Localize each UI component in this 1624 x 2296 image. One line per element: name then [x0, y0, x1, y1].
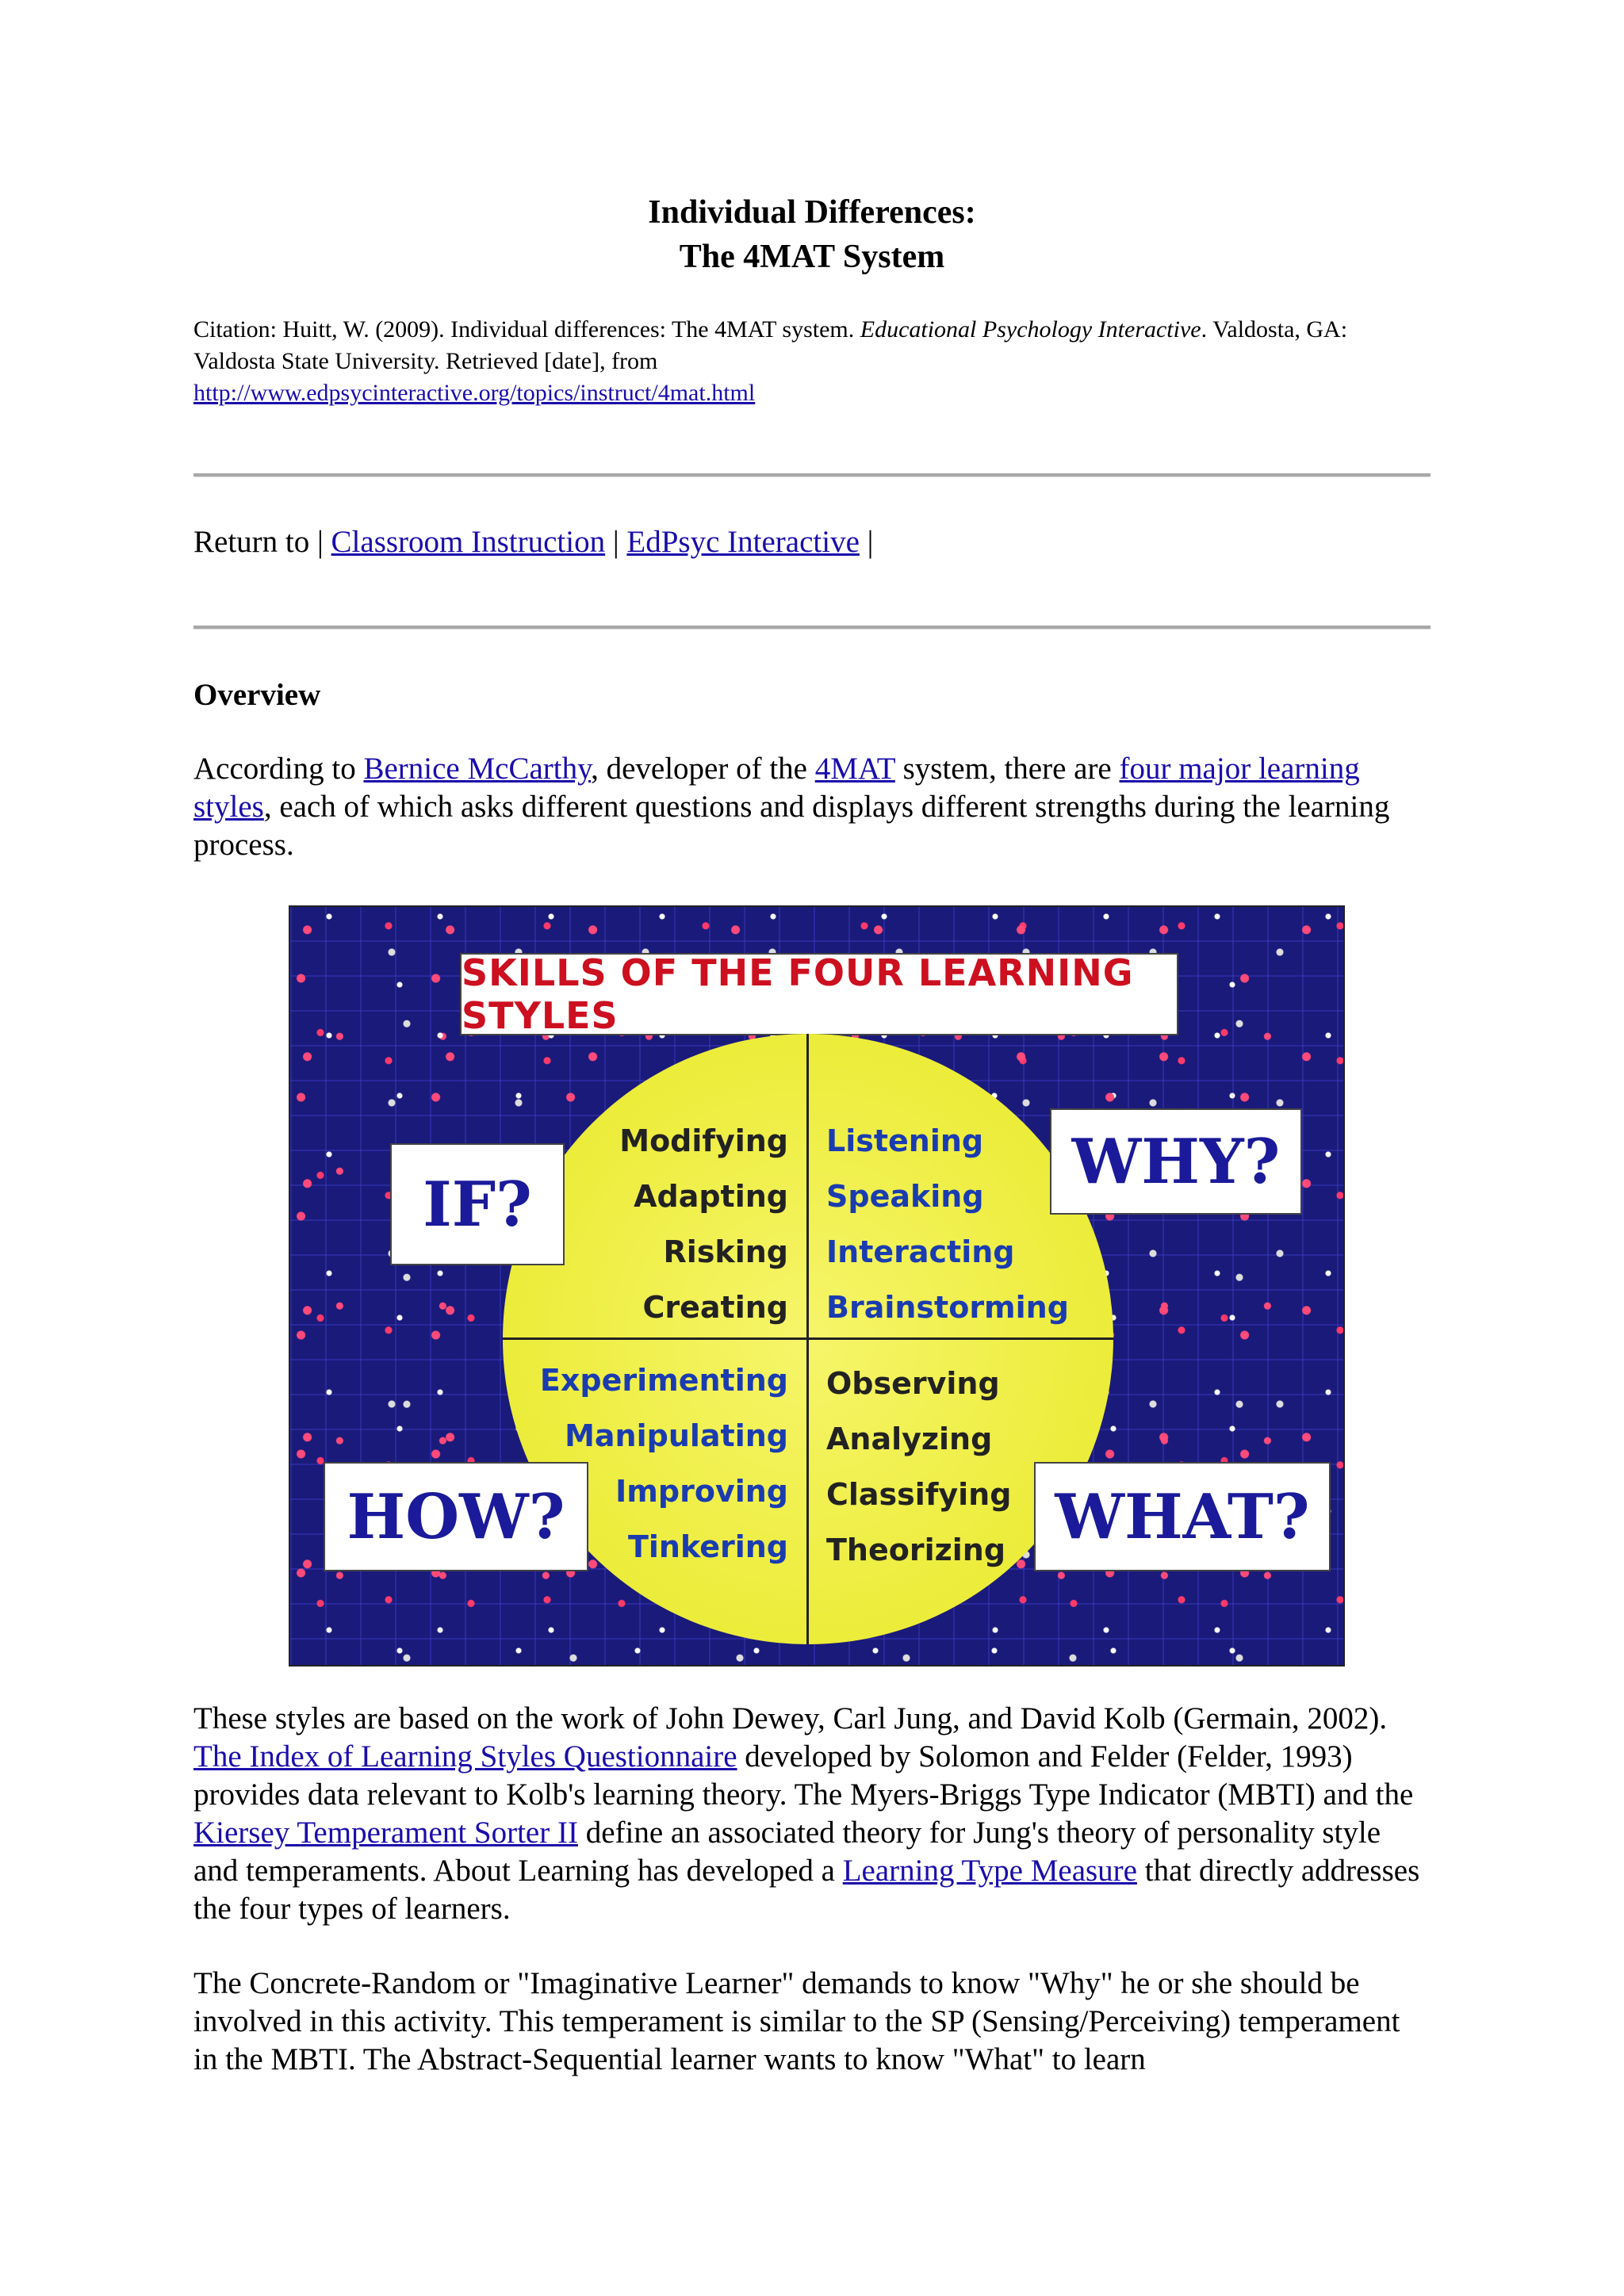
skill-item: Creating: [642, 1290, 788, 1325]
citation-suffix: . Valdosta, GA: Valdosta State University. Retrieved [date], from: [193, 316, 1348, 374]
edpsyc-interactive-link[interactable]: EdPsyc Interactive: [626, 525, 860, 559]
title-line-1: Individual Differences:: [648, 194, 976, 231]
4mat-link[interactable]: 4MAT: [814, 752, 895, 786]
skill-item: Analyzing: [826, 1422, 993, 1456]
kiersey-temperament-sorter-link[interactable]: Kiersey Temperament Sorter II: [193, 1816, 578, 1850]
skill-item: Experimenting: [539, 1363, 788, 1398]
overview-paragraph: [193, 750, 1431, 864]
p1-text-4: , each of which asks different questions and displays different strengths during the learning process.: [193, 790, 1390, 862]
quadrant-bottom-right: [826, 1356, 1011, 1578]
skill-item: Classifying: [826, 1477, 1012, 1512]
p2-text-1: These styles are based on the work of John Dewey, Carl Jung, and David Kolb (Germain, 2002).: [193, 1701, 1388, 1735]
return-nav: [193, 522, 1431, 563]
p1-text-2: , developer of the: [591, 752, 815, 786]
label-how: HOW?: [324, 1462, 588, 1571]
skill-item: Interacting: [826, 1234, 1015, 1269]
p2-text-2: developed by Solomon and Felder (Felder, 1993) provides data relevant to Kolb's learning theory. The Myers-Briggs Type Indicator (MBTI) and the: [193, 1739, 1414, 1812]
p1-text-3: system, there are: [894, 752, 1120, 786]
nav-prefix: Return to |: [193, 525, 331, 559]
label-if: IF?: [390, 1143, 565, 1265]
four-major-learning-styles-link[interactable]: four major learning styles: [193, 752, 1360, 824]
citation-prefix: Citation: Huitt, W. (2009). Individual differences: The 4MAT system.: [193, 316, 860, 342]
learning-styles-figure: [289, 905, 1345, 1667]
title-line-2: The 4MAT System: [679, 239, 945, 275]
citation: [193, 314, 1431, 409]
nav-separator: |: [605, 525, 627, 559]
skill-item: Theorizing: [826, 1533, 1006, 1567]
skill-item: Risking: [663, 1234, 788, 1269]
skill-item: Brainstorming: [826, 1290, 1069, 1325]
index-of-learning-styles-link[interactable]: The Index of Learning Styles Questionnaire: [193, 1739, 737, 1774]
classroom-instruction-link[interactable]: Classroom Instruction: [331, 525, 606, 559]
circle-horizontal-divider: [503, 1337, 1113, 1340]
bernice-mccarthy-link[interactable]: Bernice McCarthy: [363, 752, 592, 786]
p1-text-1: According to: [193, 752, 364, 786]
skill-item: Improving: [615, 1474, 788, 1509]
overview-heading: Overview: [193, 678, 321, 712]
divider-bottom: [193, 626, 1431, 629]
skill-item: Adapting: [634, 1179, 788, 1214]
learning-type-measure-link[interactable]: Learning Type Measure: [842, 1854, 1137, 1888]
skill-item: Modifying: [619, 1123, 788, 1158]
skill-item: Speaking: [826, 1179, 984, 1214]
label-why: WHY?: [1050, 1108, 1302, 1215]
skill-item: Tinkering: [627, 1529, 788, 1564]
p2-text-3: define an associated theory for Jung's theory of personality style and temperaments. About Learning has developed a: [193, 1816, 1381, 1888]
label-what: WHAT?: [1034, 1462, 1331, 1571]
citation-url-link[interactable]: http://www.edpsycinteractive.org/topics/instruct/4mat.html: [193, 380, 756, 406]
learner-types-paragraph: The Concrete-Random or "Imaginative Learner" demands to know "Why" he or she should be involved in this activity. This temperament is similar to the SP (Sensing/Perceiving) temperament in the MBTI. The Abstract-Sequential learner wants to know "What" to learn: [193, 1966, 1400, 2076]
p2-text-4: that directly addresses the four types of learners.: [193, 1854, 1420, 1926]
figure-banner: SKILLS OF THE FOUR LEARNING STYLES: [460, 953, 1178, 1035]
nav-suffix: |: [859, 525, 874, 559]
quadrant-top-left: [619, 1113, 788, 1335]
quadrant-top-right: [826, 1113, 1069, 1335]
divider-top: [193, 473, 1431, 477]
figure-circle: [503, 1034, 1113, 1644]
page-title: [193, 190, 1431, 279]
citation-journal: Educational Psychology Interactive: [860, 316, 1201, 342]
skill-item: Listening: [826, 1123, 984, 1158]
skill-item: Observing: [826, 1366, 1000, 1401]
styles-basis-paragraph: [193, 1700, 1431, 1928]
skill-item: Manipulating: [565, 1418, 788, 1453]
